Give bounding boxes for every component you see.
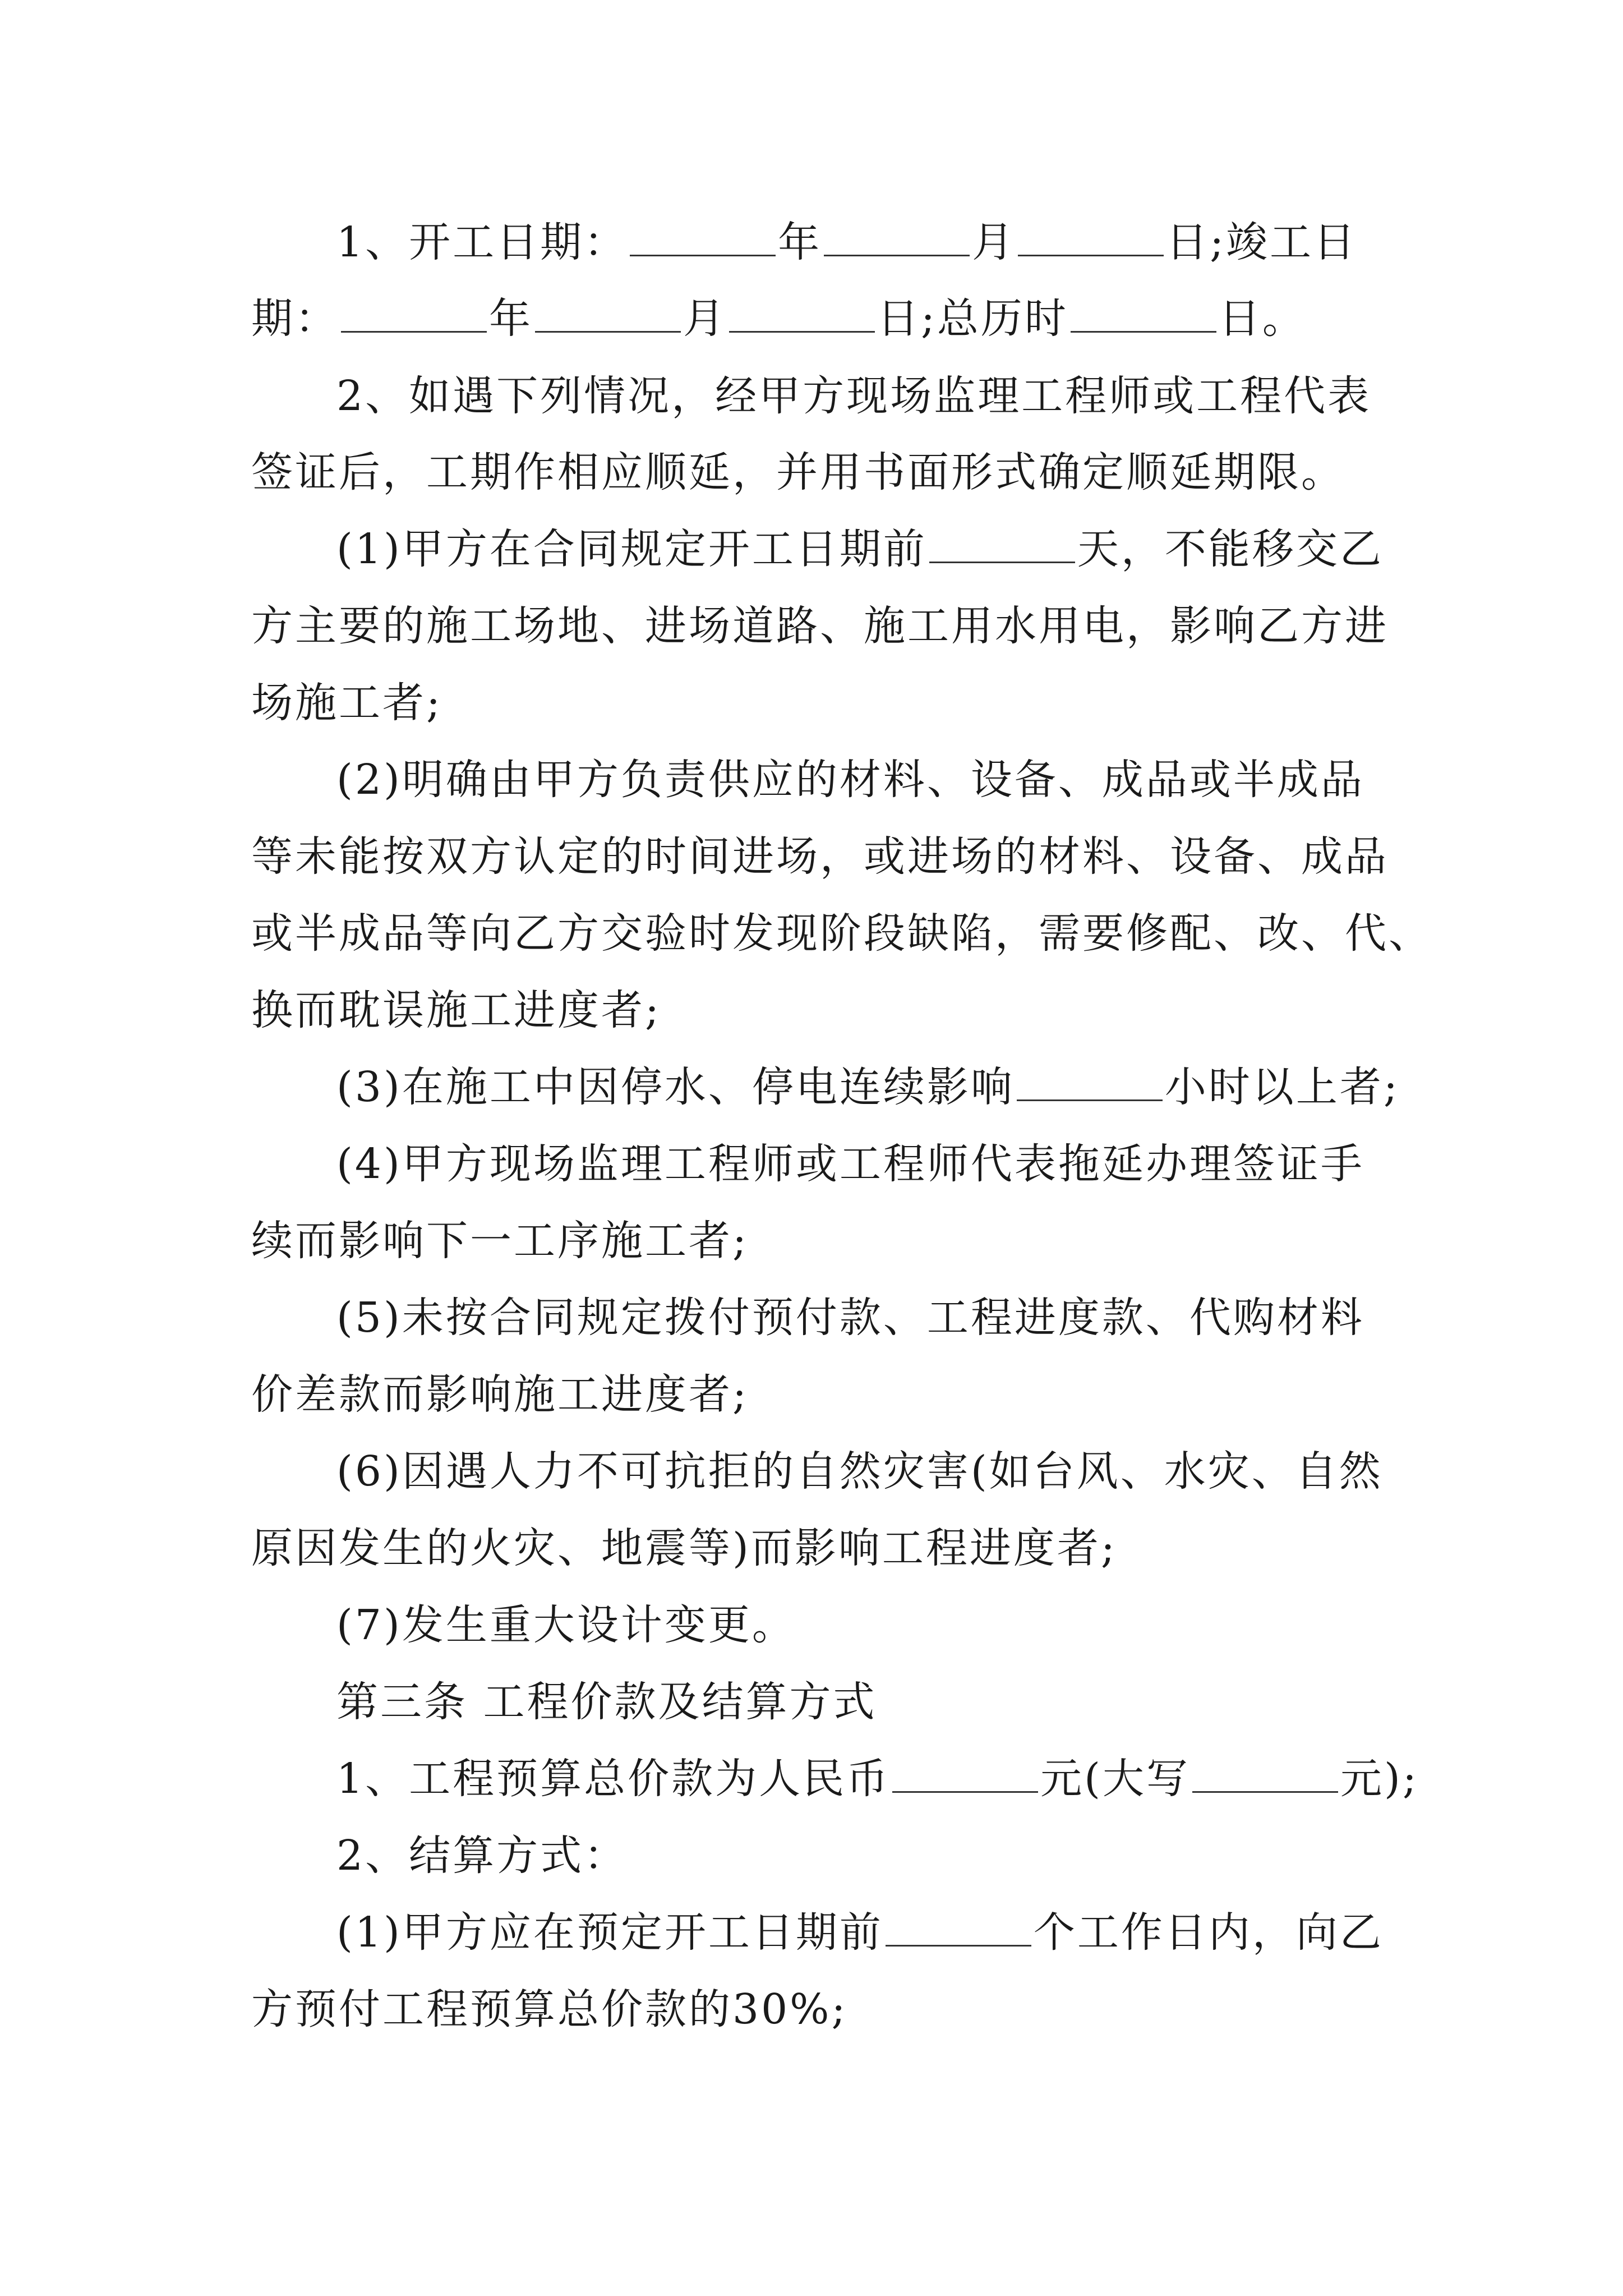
text-segment: 方主要的施工场地、进场道路、施工用水用电，影响乙方进 xyxy=(251,602,1389,650)
text-segment: 月 xyxy=(972,218,1016,266)
text-segment: 元); xyxy=(1340,1755,1419,1803)
text-segment: 日。 xyxy=(1218,295,1306,343)
blank-field xyxy=(729,292,875,333)
paragraph-line xyxy=(251,1213,749,1269)
blank-field xyxy=(1017,1060,1163,1101)
text-segment: 日;总历时 xyxy=(877,295,1068,343)
text-segment: 月 xyxy=(683,295,727,343)
text-segment: (5)未按合同规定拨付预付款、工程进度款、代购材料 xyxy=(336,1294,1364,1342)
completion-date-line xyxy=(251,291,1306,347)
text-segment: 元(大写 xyxy=(1040,1755,1190,1803)
text-segment: 日;竣工日 xyxy=(1166,218,1358,266)
text-segment: (1)甲方在合同规定开工日期前 xyxy=(336,525,927,573)
clause-7-line xyxy=(336,1597,796,1653)
text-segment: 价差款而影响施工进度者; xyxy=(251,1370,749,1419)
text-segment: 2、如遇下列情况，经甲方现场监理工程师或工程代表 xyxy=(336,372,1372,420)
text-segment: 2、结算方式： xyxy=(336,1832,628,1880)
text-segment: 小时以上者; xyxy=(1164,1063,1400,1111)
blank-field xyxy=(929,522,1075,563)
text-segment: 等未能按双方认定的时间进场，或进场的材料、设备、成品 xyxy=(251,832,1389,881)
text-segment: 换而耽误施工进度者; xyxy=(251,986,661,1034)
text-segment: 天，不能移交乙 xyxy=(1077,525,1384,573)
blank-field xyxy=(1071,292,1216,333)
clause-3-line xyxy=(336,1059,1400,1115)
text-segment: 年 xyxy=(778,218,822,266)
text-segment: 年 xyxy=(489,295,533,343)
paragraph-line xyxy=(251,1366,749,1423)
settlement-heading xyxy=(336,1828,628,1884)
blank-field xyxy=(886,1906,1031,1947)
paragraph-line xyxy=(251,598,1389,654)
text-segment: 场施工者; xyxy=(251,679,442,727)
paragraph-line xyxy=(251,829,1389,885)
settlement-clause-1-line xyxy=(336,1904,1384,1961)
clause-1-line xyxy=(336,521,1384,577)
clause-6-line xyxy=(336,1443,1383,1499)
blank-field xyxy=(341,292,487,333)
text-segment: 个工作日内，向乙 xyxy=(1033,1908,1384,1957)
blank-field xyxy=(535,292,681,333)
text-segment: 签证后，工期作相应顺延，并用书面形式确定顺延期限。 xyxy=(251,448,1345,496)
blank-field xyxy=(892,1752,1038,1793)
text-segment: 或半成品等向乙方交验时发现阶段缺陷，需要修配、改、代、 xyxy=(251,909,1432,958)
paragraph-line xyxy=(251,905,1432,961)
start-date-line xyxy=(336,214,1357,270)
text-segment: 第三条 工程价款及结算方式 xyxy=(336,1678,877,1726)
clause-4-line xyxy=(336,1136,1364,1192)
paragraph-line xyxy=(251,444,1345,500)
section-heading xyxy=(336,1674,877,1730)
paragraph-line xyxy=(336,368,1371,424)
clause-5-line xyxy=(336,1290,1364,1346)
paragraph-line xyxy=(251,982,661,1038)
text-segment: 续而影响下一工序施工者; xyxy=(251,1217,749,1265)
paragraph-line xyxy=(251,1981,847,2037)
text-segment: 原因发生的火灾、地震等)而影响工程进度者; xyxy=(251,1524,1117,1572)
blank-field xyxy=(630,215,776,256)
blank-field xyxy=(1018,215,1164,256)
price-line xyxy=(336,1751,1419,1807)
text-segment: 1、工程预算总价款为人民币 xyxy=(336,1755,891,1803)
text-segment: (2)明确由甲方负责供应的材料、设备、成品或半成品 xyxy=(336,756,1364,804)
blank-field xyxy=(824,215,970,256)
clause-2-line xyxy=(336,752,1364,808)
text-segment: (3)在施工中因停水、停电连续影响 xyxy=(336,1063,1015,1111)
text-segment: (4)甲方现场监理工程师或工程师代表拖延办理签证手 xyxy=(336,1140,1364,1188)
paragraph-line xyxy=(251,675,442,731)
text-segment: 1、开工日期： xyxy=(336,218,628,266)
text-segment: 方预付工程预算总价款的30%; xyxy=(251,1985,848,2033)
paragraph-line xyxy=(251,1520,1117,1576)
text-segment: (6)因遇人力不可抗拒的自然灾害(如台风、水灾、自然 xyxy=(336,1447,1383,1496)
text-segment: 期： xyxy=(251,295,339,343)
text-segment: (1)甲方应在预定开工日期前 xyxy=(336,1908,883,1957)
text-segment: (7)发生重大设计变更。 xyxy=(336,1601,796,1649)
blank-field xyxy=(1192,1752,1338,1793)
